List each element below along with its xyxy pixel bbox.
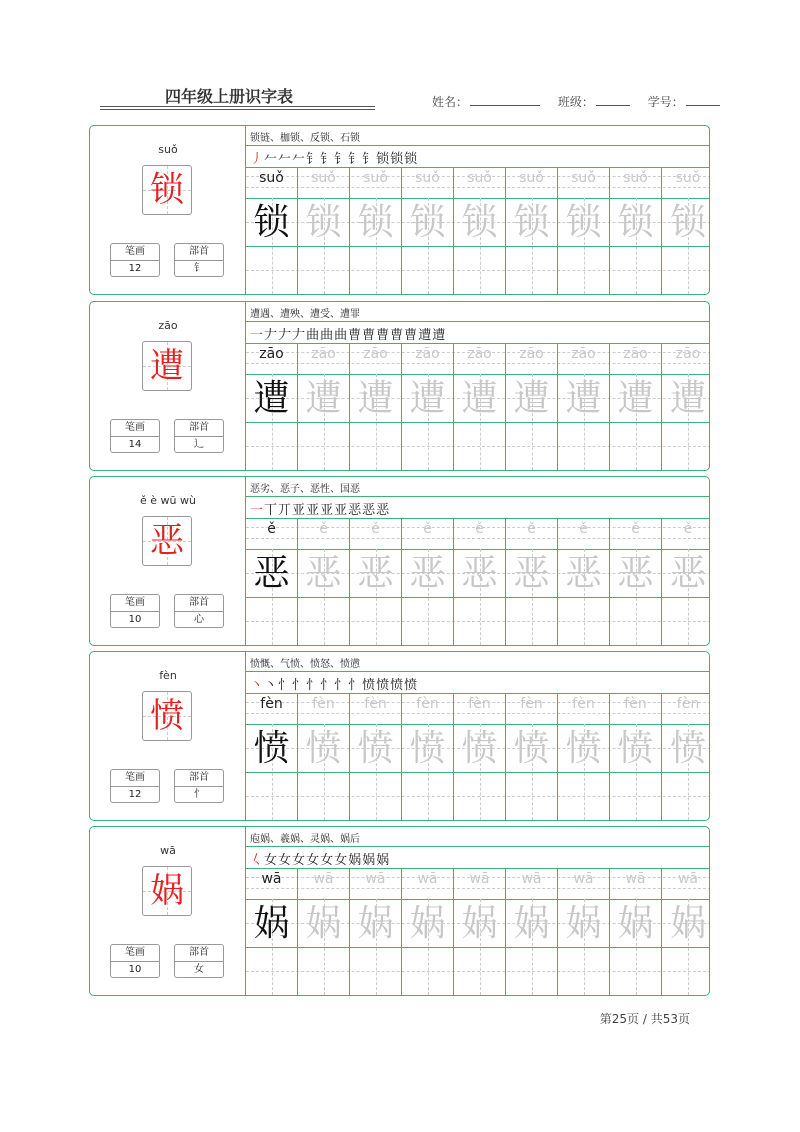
cell-pinyin: ě <box>475 521 484 537</box>
cell-char: 娲 <box>409 903 446 944</box>
stroke-step: 曹 <box>390 328 405 343</box>
stroke-step: 𠂇 <box>292 328 307 343</box>
stroke-step: 丶 <box>264 678 279 693</box>
cell-pinyin: ě <box>267 521 276 537</box>
radical-value: 钅 <box>194 263 204 274</box>
stroke-step: 忄 <box>348 678 363 693</box>
cell-pinyin: zāo <box>311 346 336 362</box>
char-pinyin: suǒ <box>158 143 178 156</box>
char-pinyin: wā <box>160 844 176 857</box>
radical-value: 心 <box>194 614 204 625</box>
practice-cell[interactable] <box>454 519 506 646</box>
stroke-count-value: 10 <box>128 964 142 975</box>
cell-pinyin: wā <box>313 871 334 887</box>
stroke-order <box>250 324 446 343</box>
cell-char: 愤 <box>669 728 706 769</box>
char-glyph: 恶 <box>150 521 184 561</box>
practice-cell[interactable] <box>298 344 350 471</box>
row-divider <box>246 846 710 847</box>
stroke-count-box <box>110 944 160 978</box>
cell-pinyin: suǒ <box>311 170 336 186</box>
practice-cell[interactable] <box>246 694 298 821</box>
cell-pinyin: fèn <box>572 696 595 712</box>
cell-pinyin: wā <box>677 871 699 887</box>
practice-cell[interactable] <box>402 168 454 295</box>
cell-char: 娲 <box>565 903 602 944</box>
cell-char: 遭 <box>357 378 394 419</box>
title-underline <box>100 106 375 107</box>
name-label: 姓名： <box>432 95 469 109</box>
practice-cell[interactable] <box>298 694 350 821</box>
cell-pinyin: zāo <box>259 346 284 362</box>
stroke-step: 愤 <box>376 678 391 693</box>
char-info-panel <box>90 126 246 294</box>
stroke-count-box <box>110 419 160 453</box>
stroke-step: 曲 <box>334 328 349 343</box>
practice-cell[interactable] <box>506 694 558 821</box>
cell-char: 遭 <box>617 378 654 419</box>
char-glyph: 锁 <box>150 170 184 210</box>
char-glyph: 愤 <box>150 696 184 736</box>
stroke-order <box>250 499 390 518</box>
stroke-step: 女 <box>264 853 279 868</box>
stroke-count-value: 14 <box>128 439 142 450</box>
radical-value: 辶 <box>194 439 204 450</box>
cell-char: 锁 <box>305 202 342 243</box>
cell-pinyin: fèn <box>468 696 491 712</box>
cell-pinyin: wā <box>261 871 282 887</box>
char-pinyin: fèn <box>159 669 177 682</box>
practice-cell[interactable] <box>506 344 558 471</box>
row-divider <box>246 321 710 322</box>
cell-char: 愤 <box>409 728 446 769</box>
stroke-order <box>250 849 390 868</box>
practice-panel <box>246 302 710 470</box>
practice-cell[interactable] <box>402 519 454 646</box>
practice-panel <box>246 652 710 820</box>
cell-pinyin: ě <box>423 521 432 537</box>
practice-cell[interactable] <box>246 869 298 996</box>
stroke-order <box>250 148 418 167</box>
practice-cell[interactable] <box>610 869 662 996</box>
stroke-step: 忄 <box>278 678 293 693</box>
cell-char: 娲 <box>253 903 290 944</box>
practice-cell[interactable] <box>558 519 610 646</box>
cell-char: 恶 <box>565 553 602 594</box>
cell-char: 愤 <box>565 728 602 769</box>
practice-cell[interactable] <box>402 694 454 821</box>
cell-char: 锁 <box>513 202 550 243</box>
char-display-box <box>142 165 192 215</box>
stroke-step: 女 <box>306 853 321 868</box>
cell-char: 愤 <box>461 728 498 769</box>
cell-char: 愤 <box>513 728 550 769</box>
practice-cell[interactable] <box>350 519 402 646</box>
practice-cell[interactable] <box>454 168 506 295</box>
practice-panel <box>246 477 710 645</box>
cell-pinyin: suǒ <box>259 170 284 186</box>
stroke-count-value: 12 <box>128 263 142 274</box>
stroke-step: 亚 <box>320 503 335 518</box>
stroke-step: 曹 <box>362 328 377 343</box>
title-underline-second <box>100 109 375 110</box>
stroke-step: 锁 <box>404 152 419 167</box>
cell-pinyin: fèn <box>416 696 439 712</box>
practice-cell[interactable] <box>610 168 662 295</box>
practice-cell[interactable] <box>454 694 506 821</box>
class-field[interactable] <box>596 93 630 106</box>
cell-pinyin: zāo <box>623 346 648 362</box>
stroke-step: 娲 <box>348 853 363 868</box>
stroke-step: 忄 <box>306 678 321 693</box>
radical-box <box>174 769 224 803</box>
stroke-count-box <box>110 594 160 628</box>
cell-char: 遭 <box>409 378 446 419</box>
cell-char: 遭 <box>461 378 498 419</box>
cell-pinyin: fèn <box>676 696 700 712</box>
practice-cell[interactable] <box>350 869 402 996</box>
cell-pinyin: ě <box>631 521 640 537</box>
stroke-step: 忄 <box>292 678 307 693</box>
radical-box <box>174 594 224 628</box>
cell-pinyin: suǒ <box>623 170 648 186</box>
cell-pinyin: suǒ <box>571 170 596 186</box>
practice-cell[interactable] <box>454 344 506 471</box>
stroke-step: 女 <box>278 853 293 868</box>
cell-pinyin: zāo <box>363 346 388 362</box>
example-words: 遭遇、遭殃、遭受、遭罪 <box>250 309 360 320</box>
cell-pinyin: zāo <box>519 346 544 362</box>
cell-char: 恶 <box>617 553 654 594</box>
stroke-step: 钅 <box>362 152 377 167</box>
cell-char: 遭 <box>565 378 602 419</box>
cell-pinyin: fèn <box>624 696 647 712</box>
stroke-step: 𡿨 <box>250 853 265 868</box>
cell-pinyin: zāo <box>675 346 701 362</box>
cell-pinyin: wā <box>573 871 594 887</box>
practice-cell[interactable] <box>558 869 610 996</box>
stroke-step: 锁 <box>376 152 391 167</box>
cell-pinyin: ě <box>579 521 588 537</box>
stroke-step: 亚 <box>292 503 307 518</box>
cell-pinyin: zāo <box>415 346 440 362</box>
cell-char: 娲 <box>461 903 498 944</box>
cell-pinyin: fèn <box>364 696 387 712</box>
practice-panel <box>246 126 710 294</box>
practice-cell[interactable] <box>350 344 402 471</box>
char-glyph: 娲 <box>150 871 184 911</box>
practice-cell[interactable] <box>454 869 506 996</box>
writing-grid <box>246 519 710 646</box>
stroke-step: 遭 <box>432 328 447 343</box>
practice-cell[interactable] <box>662 344 710 471</box>
stroke-count-label: 笔画 <box>111 420 159 437</box>
cell-pinyin: wā <box>417 871 438 887</box>
stroke-step: 亚 <box>334 503 349 518</box>
stroke-count-label: 笔画 <box>111 244 159 261</box>
cell-char: 锁 <box>461 202 498 243</box>
cell-char: 娲 <box>305 903 342 944</box>
practice-cell[interactable] <box>610 344 662 471</box>
stroke-step: 曹 <box>404 328 419 343</box>
student-id-field[interactable] <box>686 93 720 106</box>
writing-grid <box>246 168 710 295</box>
practice-cell[interactable] <box>506 519 558 646</box>
cell-char: 恶 <box>253 553 290 594</box>
cell-pinyin: suǒ <box>363 170 388 186</box>
practice-cell[interactable] <box>506 869 558 996</box>
stroke-count-label: 笔画 <box>111 770 159 787</box>
char-display-box <box>142 691 192 741</box>
stroke-step: 愤 <box>362 678 377 693</box>
stroke-step: 一 <box>250 503 265 518</box>
stroke-step: 愤 <box>390 678 405 693</box>
cell-char: 娲 <box>669 903 706 944</box>
cell-char: 恶 <box>409 553 446 594</box>
cell-char: 娲 <box>357 903 394 944</box>
example-words: 愤慨、气愤、愤怒、愤懑 <box>250 659 360 670</box>
stroke-step: 𠂇 <box>264 328 279 343</box>
row-divider <box>246 145 710 146</box>
practice-cell[interactable] <box>558 168 610 295</box>
practice-cell[interactable] <box>506 168 558 295</box>
radical-label: 部首 <box>175 244 223 261</box>
character-card <box>89 301 710 471</box>
cell-char: 遭 <box>513 378 550 419</box>
stroke-count-value: 12 <box>128 789 142 800</box>
character-card <box>89 476 710 646</box>
row-divider <box>246 496 710 497</box>
example-words: 庖娲、羲娲、灵娲、娲后 <box>250 834 360 845</box>
cell-char: 愤 <box>357 728 394 769</box>
cell-pinyin: suǒ <box>519 170 544 186</box>
stroke-step: 𠂉 <box>264 152 279 167</box>
stroke-step: 亚 <box>306 503 321 518</box>
page-number: 第25页 / 共53页 <box>599 1012 690 1026</box>
cell-pinyin: wā <box>365 871 386 887</box>
radical-label: 部首 <box>175 595 223 612</box>
stroke-step: 钅 <box>348 152 363 167</box>
stroke-step: 钅 <box>320 152 335 167</box>
stroke-count-label: 笔画 <box>111 595 159 612</box>
stroke-step: 钅 <box>306 152 321 167</box>
char-info-panel <box>90 477 246 645</box>
cell-char: 遭 <box>305 378 342 419</box>
stroke-count-value: 10 <box>128 614 142 625</box>
practice-cell[interactable] <box>662 694 710 821</box>
cell-char: 遭 <box>669 378 706 419</box>
character-card <box>89 651 710 821</box>
char-display-box <box>142 866 192 916</box>
stroke-step: 丌 <box>278 503 293 518</box>
cell-char: 娲 <box>513 903 550 944</box>
cell-pinyin: ě <box>371 521 380 537</box>
radical-label: 部首 <box>175 770 223 787</box>
stroke-step: 丶 <box>250 678 265 693</box>
stroke-count-label: 笔画 <box>111 945 159 962</box>
practice-cell[interactable] <box>246 519 298 646</box>
stroke-step: 忄 <box>320 678 335 693</box>
practice-cell[interactable] <box>558 344 610 471</box>
stroke-step: 曹 <box>376 328 391 343</box>
cell-pinyin: zāo <box>467 346 492 362</box>
cell-char: 锁 <box>565 202 602 243</box>
stroke-step: 娲 <box>376 853 391 868</box>
character-card <box>89 826 710 996</box>
practice-cell[interactable] <box>610 694 662 821</box>
cell-char: 恶 <box>513 553 550 594</box>
cell-pinyin: zāo <box>571 346 596 362</box>
stroke-step: 曲 <box>306 328 321 343</box>
cell-pinyin: ě <box>683 521 693 537</box>
stroke-step: 一 <box>250 328 265 343</box>
char-glyph: 遭 <box>150 346 184 386</box>
radical-box <box>174 419 224 453</box>
name-field[interactable] <box>470 93 540 106</box>
stroke-step: 娲 <box>362 853 377 868</box>
cell-char: 愤 <box>305 728 342 769</box>
stroke-step: 恶 <box>348 503 363 518</box>
cell-pinyin: fèn <box>520 696 543 712</box>
cell-char: 愤 <box>617 728 654 769</box>
row-divider <box>246 671 710 672</box>
practice-cell[interactable] <box>402 869 454 996</box>
practice-cell[interactable] <box>558 694 610 821</box>
stroke-step: 𠂉 <box>278 152 293 167</box>
practice-cell[interactable] <box>246 344 298 471</box>
cell-char: 恶 <box>357 553 394 594</box>
stroke-step: 恶 <box>376 503 391 518</box>
stroke-step: 丅 <box>264 503 279 518</box>
stroke-count-box <box>110 243 160 277</box>
stroke-count-box <box>110 769 160 803</box>
radical-value: 忄 <box>194 789 204 800</box>
cell-char: 愤 <box>253 728 290 769</box>
char-info-panel <box>90 652 246 820</box>
radical-label: 部首 <box>175 420 223 437</box>
cell-char: 遭 <box>253 378 290 419</box>
char-pinyin: zāo <box>158 319 178 332</box>
stroke-step: 恶 <box>362 503 377 518</box>
cell-pinyin: suǒ <box>415 170 440 186</box>
writing-grid <box>246 694 710 821</box>
cell-char: 锁 <box>357 202 394 243</box>
cell-pinyin: suǒ <box>467 170 492 186</box>
radical-value: 女 <box>194 964 204 975</box>
practice-cell[interactable] <box>350 168 402 295</box>
radical-box <box>174 944 224 978</box>
class-label: 班级： <box>557 95 594 109</box>
char-info-panel <box>90 827 246 995</box>
cell-char: 锁 <box>409 202 446 243</box>
stroke-step: 女 <box>320 853 335 868</box>
cell-char: 恶 <box>461 553 498 594</box>
practice-cell[interactable] <box>662 168 710 295</box>
character-card <box>89 125 710 295</box>
practice-cell[interactable] <box>610 519 662 646</box>
stroke-step: 𠂉 <box>292 152 307 167</box>
cell-char: 娲 <box>617 903 654 944</box>
cell-pinyin: suǒ <box>675 170 701 186</box>
cell-pinyin: fèn <box>312 696 335 712</box>
stroke-step: 忄 <box>334 678 349 693</box>
radical-label: 部首 <box>175 945 223 962</box>
cell-char: 恶 <box>305 553 342 594</box>
writing-grid <box>246 344 710 471</box>
cell-pinyin: fèn <box>260 696 283 712</box>
example-words: 恶劣、恶子、恶性、国恶 <box>250 484 360 495</box>
cell-pinyin: wā <box>521 871 542 887</box>
stroke-step: 曲 <box>320 328 335 343</box>
student-id-label: 学号： <box>647 95 684 109</box>
student-info-fields <box>432 93 720 110</box>
stroke-step: 丿 <box>250 152 265 167</box>
worksheet-title: 四年级上册识字表 <box>165 87 294 106</box>
practice-cell[interactable] <box>350 694 402 821</box>
stroke-step: 愤 <box>404 678 419 693</box>
stroke-step: 钅 <box>334 152 349 167</box>
practice-cell[interactable] <box>662 519 710 646</box>
stroke-step: 锁 <box>390 152 405 167</box>
stroke-step: 遭 <box>418 328 433 343</box>
cell-pinyin: wā <box>625 871 646 887</box>
practice-cell[interactable] <box>298 869 350 996</box>
char-display-box <box>142 516 192 566</box>
char-pinyin: ě è wū wù <box>140 494 196 507</box>
char-display-box <box>142 341 192 391</box>
practice-cell[interactable] <box>402 344 454 471</box>
practice-panel <box>246 827 710 995</box>
cell-pinyin: ě <box>527 521 536 537</box>
stroke-order <box>250 674 418 693</box>
cell-char: 锁 <box>617 202 654 243</box>
cell-char: 锁 <box>669 202 706 243</box>
cell-char: 锁 <box>253 202 290 243</box>
cell-char: 恶 <box>669 553 706 594</box>
char-info-panel <box>90 302 246 470</box>
practice-cell[interactable] <box>662 869 710 996</box>
cell-pinyin: wā <box>469 871 490 887</box>
stroke-step: 𠂇 <box>278 328 293 343</box>
writing-grid <box>246 869 710 996</box>
stroke-step: 女 <box>292 853 307 868</box>
stroke-step: 曹 <box>348 328 363 343</box>
cell-pinyin: ě <box>319 521 328 537</box>
practice-cell[interactable] <box>246 168 298 295</box>
practice-cell[interactable] <box>298 168 350 295</box>
example-words: 锁链、枷锁、反锁、石锁 <box>250 133 360 144</box>
radical-box <box>174 243 224 277</box>
stroke-step: 女 <box>334 853 349 868</box>
practice-cell[interactable] <box>298 519 350 646</box>
